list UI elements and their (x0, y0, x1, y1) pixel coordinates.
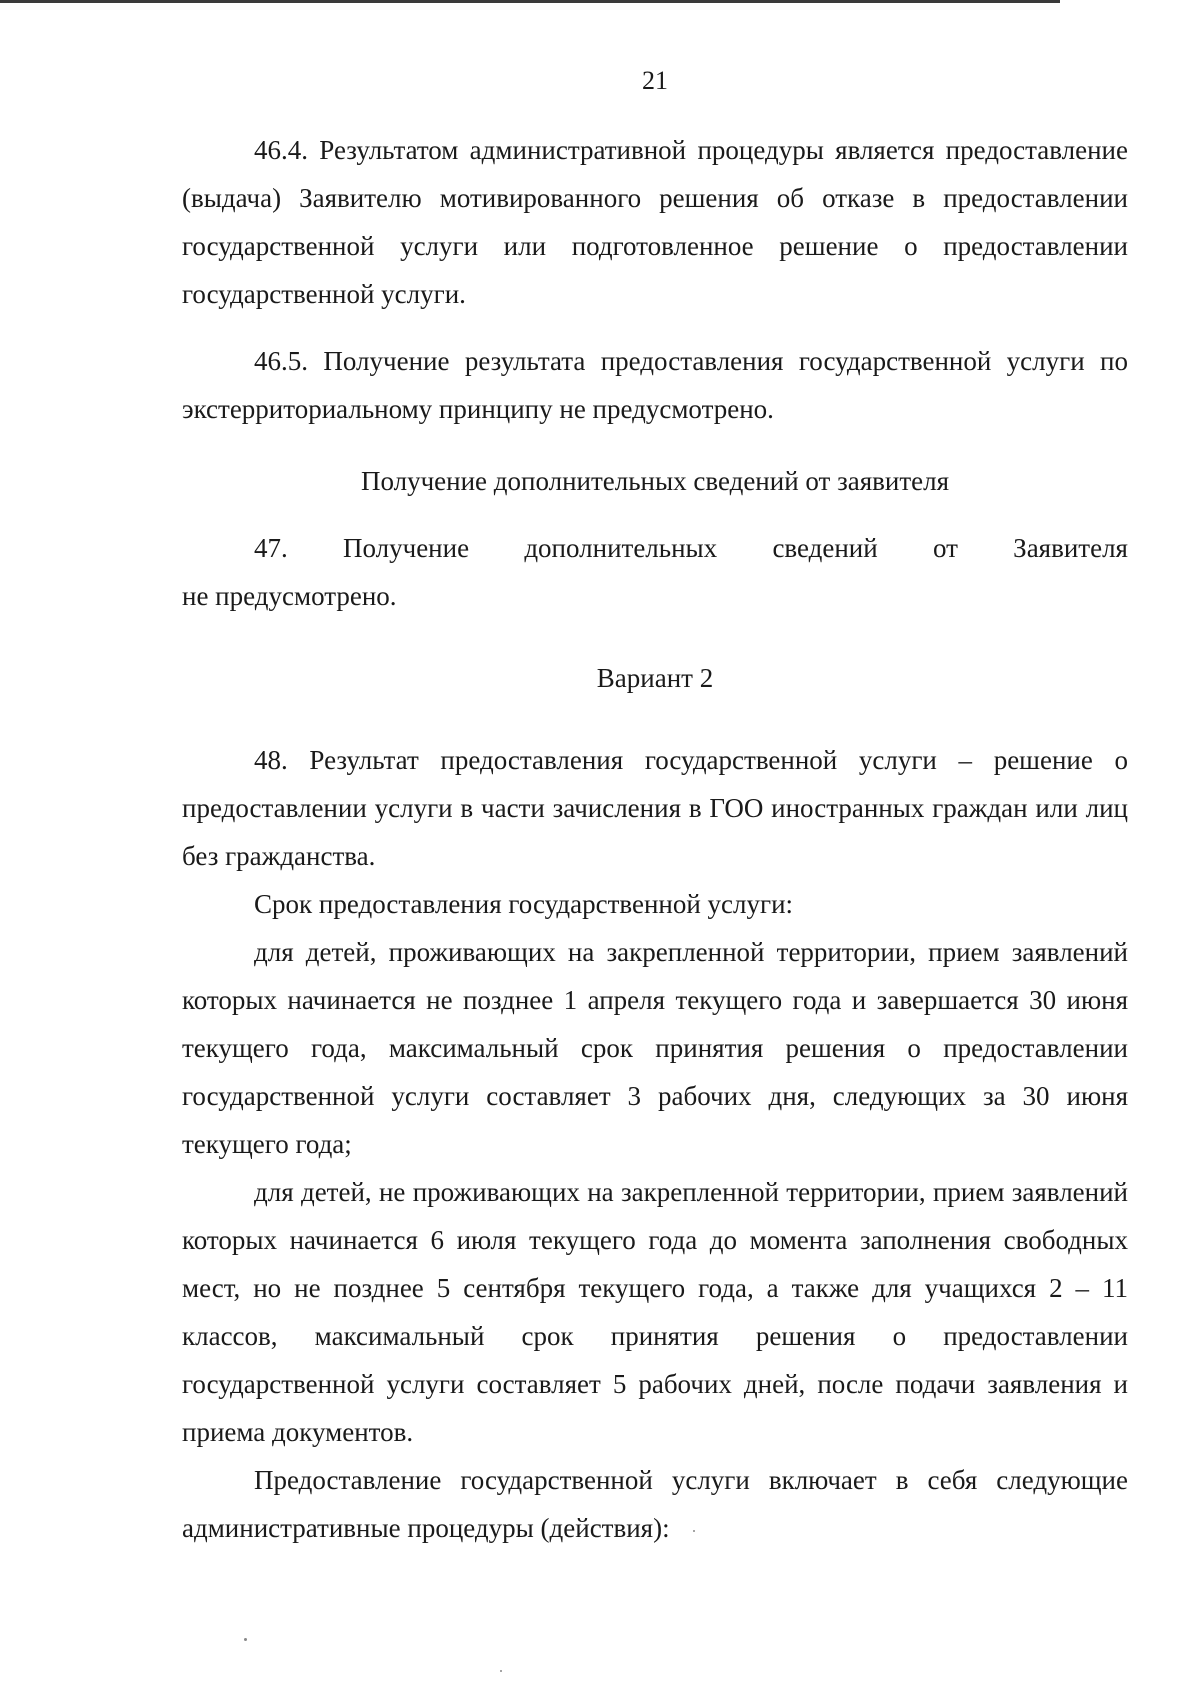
paragraph-47-tail: не предусмотрено. (182, 581, 397, 611)
p47-word: 47. (254, 533, 288, 563)
scan-speck (693, 1530, 695, 1532)
paragraph-46-4: 46.4. Результатом административной процедуры является предоставление (выдача) Заявителю мотивированного решения об отказе в предоставлении государственной услуги или подготовленное решение о предоставлении государственной услуги. (182, 135, 1128, 309)
p47-word: Заявителя (1013, 533, 1128, 563)
paragraph-47-first-line (182, 524, 1128, 572)
section-heading-additional-info: Получение дополнительных сведений от заявителя (360, 466, 950, 496)
p47-word: от (932, 533, 958, 563)
paragraph-service-term: Срок предоставления государственной услуги: (254, 889, 794, 919)
paragraph-term-nonresident-children: для детей, не проживающих на закрепленной территории, прием заявлений которых начинается 6 июля текущего года до момента заполнения свободных мест, но не позднее 5 сентября текущего года, а также для учащихся 2 – 11 классов, максимальный срок принятия решения о предоставлении государственной услуги составляет 5 рабочих дней, после подачи заявления и приема документов. (182, 1177, 1128, 1447)
paragraph-48: 48. Результат предоставления государственной услуги – решение о предоставлении услуги в части зачисления в ГОО иностранных граждан или лиц без гражданства. (182, 745, 1128, 871)
paragraph-46-5: 46.5. Получение результата предоставления государственной услуги по экстерриториальному принципу не предусмотрено. (182, 346, 1128, 424)
paragraph-term-resident-children: для детей, проживающих на закрепленной территории, прием заявлений которых начинается не позднее 1 апреля текущего года и завершается 30 июня текущего года, максимальный срок принятия решения о предоставлении государственной услуги составляет 3 рабочих дня, следующих за 30 июня текущего года; (182, 937, 1128, 1159)
section-heading-variant-2: Вариант 2 (596, 663, 714, 693)
paragraph-procedures: Предоставление государственной услуги включает в себя следующие административные процедуры (действия): (182, 1465, 1128, 1543)
p47-word: сведений (772, 533, 878, 563)
scan-speck (244, 1638, 247, 1641)
p47-word: дополнительных (524, 533, 718, 563)
page-number: 21 (642, 66, 668, 95)
p47-word: Получение (343, 533, 470, 563)
document-body (182, 126, 1128, 1552)
scan-top-edge-line (0, 0, 1060, 3)
scan-speck (500, 1670, 502, 1672)
